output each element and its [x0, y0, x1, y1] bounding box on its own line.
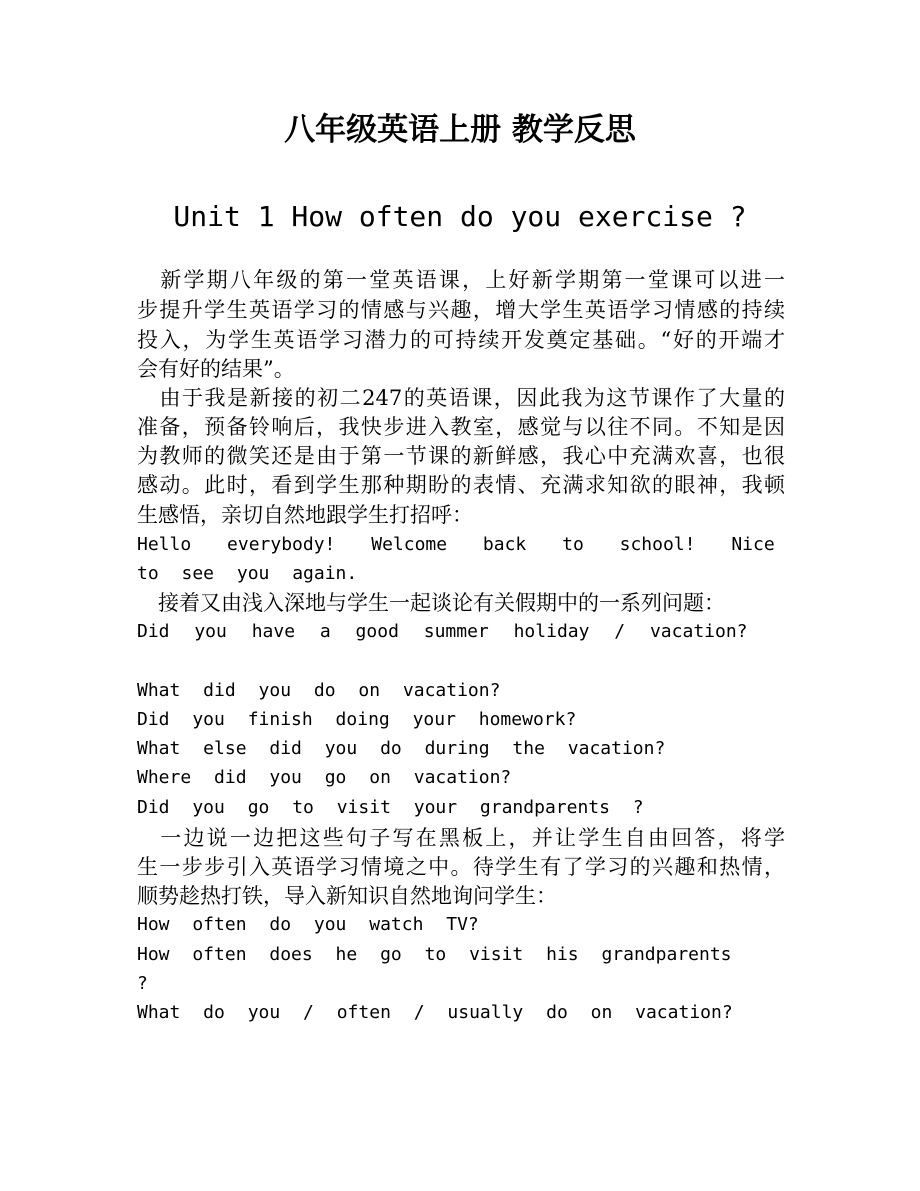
- english-line: ?: [137, 973, 148, 994]
- english-line: What else did you do during the vacation?: [137, 738, 666, 759]
- english-line: Hello everybody! Welcome back to school! Nice: [137, 534, 775, 555]
- unit-heading: Unit 1 How often do you exercise ?: [173, 200, 747, 233]
- paragraph-line: 为教师的微笑还是由于第一节课的新鲜感，我心中充满欢喜，也很: [137, 444, 785, 468]
- paragraph-line: 接着又由浅入深地与学生一起谈论有关假期中的一系列问题：: [137, 591, 725, 615]
- paragraph-line: 顺势趁热打铁，导入新知识自然地询问学生：: [137, 884, 557, 908]
- english-line: Where did you go on vacation?: [137, 767, 512, 788]
- english-line: Did you go to visit your grandparents ?: [137, 797, 644, 818]
- english-line: What did you do on vacation?: [137, 680, 501, 701]
- paragraph-line: 由于我是新接的初二247的英语课，因此我为这节课作了大量的: [137, 386, 785, 410]
- paragraph-line: 生一步步引入英语学习情境之中。待学生有了学习的兴趣和热情，: [137, 855, 785, 879]
- paragraph-line: 一边说一边把这些句子写在黑板上，并让学生自由回答，将学: [137, 826, 785, 850]
- paragraph-line: 感动。此时，看到学生那种期盼的表情、充满求知欲的眼神，我顿: [137, 473, 785, 497]
- document-title: 八年级英语上册 教学反思: [284, 112, 636, 148]
- paragraph-line: 步提升学生英语学习的情感与兴趣，增大学生英语学习情感的持续: [137, 298, 785, 322]
- paragraph-line: 生感悟，亲切自然地跟学生打招呼：: [137, 503, 473, 527]
- paragraph-line: 准备，预备铃响后，我快步进入教室，感觉与以往不同。不知是因: [137, 415, 785, 439]
- english-line: How often does he go to visit his grandparents: [137, 944, 732, 965]
- english-line: to see you again.: [137, 563, 358, 584]
- english-line: Did you have a good summer holiday / vacation?: [137, 621, 748, 642]
- english-line: Did you finish doing your homework?: [137, 709, 577, 730]
- english-line: How often do you watch TV?: [137, 914, 479, 935]
- paragraph-line: 投入，为学生英语学习潜力的可持续开发奠定基础。“好的开端才: [137, 328, 785, 352]
- paragraph-line: 会有好的结果”。: [137, 357, 295, 381]
- english-line: What do you / often / usually do on vacation?: [137, 1002, 733, 1023]
- paragraph-line: 新学期八年级的第一堂英语课，上好新学期第一堂课可以进一: [137, 268, 785, 292]
